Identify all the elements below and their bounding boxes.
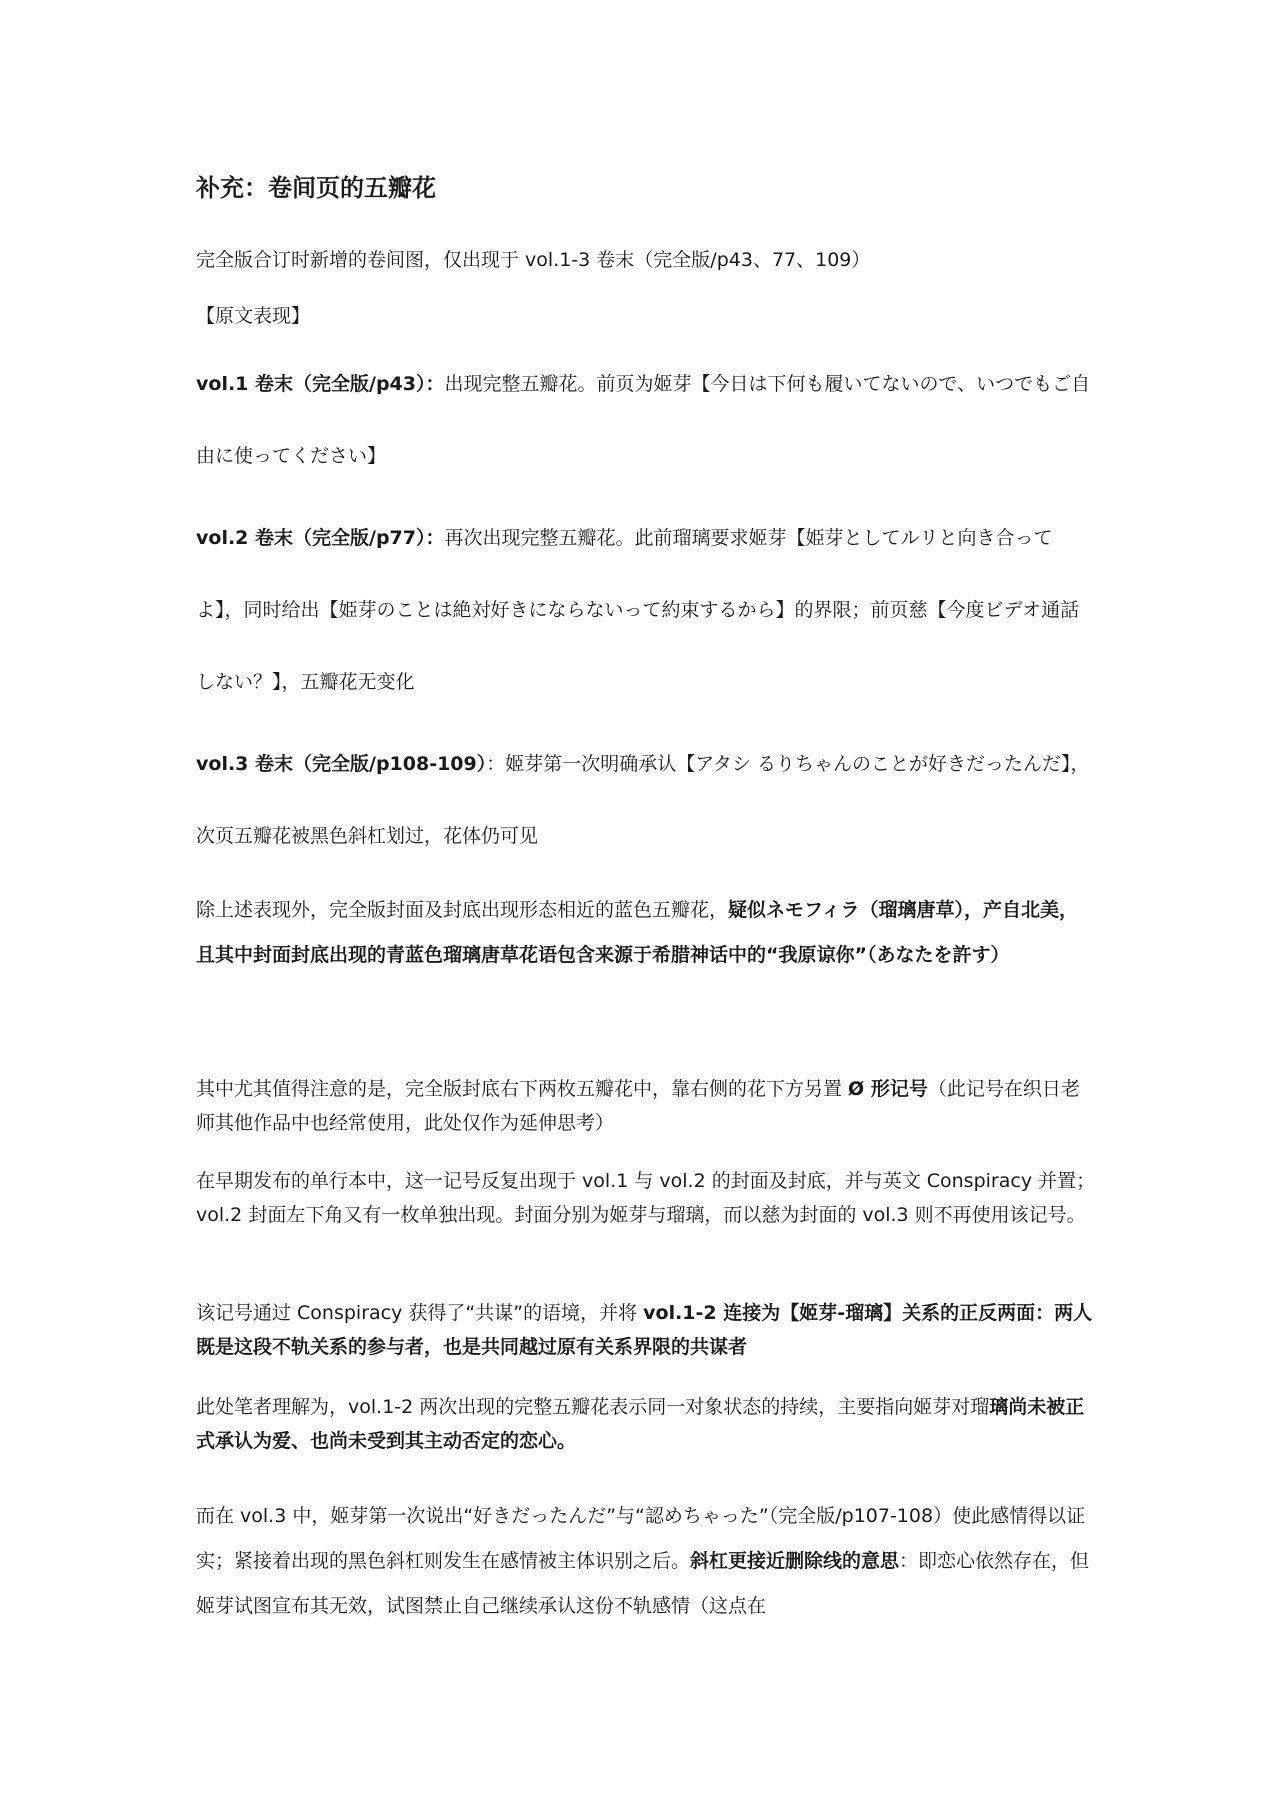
note5-paragraph <box>196 1494 1096 1629</box>
page-title: 补充：卷间页的五瓣花 <box>196 174 436 202</box>
note2-paragraph: 在早期发布的单行本中，这一记号反复出现于 vol.1 与 vol.2 的封面及封底，并与英文 Conspiracy 并置；vol.2 封面左下角又有一枚单独出现。封面分别为姬芽与瑠璃，而以慈为封面的 vol.3 则不再使用该记号。 <box>196 1170 1096 1226</box>
cover-plain: 除上述表现外，完全版封面及封底出现形态相近的蓝色五瓣花， <box>196 899 729 921</box>
vol2-body: 再次出现完整五瓣花。此前瑠璃要求姬芽【姫芽としてルリと向き合ってよ】，同时给出【姫芽のことは絶対好きにならないって約束するから】的界限；前页慈【今度ビデオ通話しない？】，五瓣花无变化 <box>196 527 1080 693</box>
vol1-heading: vol.1 卷末（完全版/p43）： <box>196 373 445 395</box>
note4-paragraph <box>196 1390 1096 1458</box>
intro-paragraph: 完全版合订时新增的卷间图，仅出现于 vol.1-3 卷末（完全版/p43、77、109） <box>196 249 871 271</box>
vol2-paragraph <box>196 502 1096 718</box>
vol1-body: 出现完整五瓣花。前页为姬芽【今日は下何も履いてないので、いつでもご自由に使ってください】 <box>196 373 1091 467</box>
note1-text-c: （此记号在织日老师其他作品中也经常使用，此处仅作为延伸思考） <box>196 1078 1080 1134</box>
note3-bold: vol.1-2 连接为【姬芽-瑠璃】关系的正反两面：两人既是这段不轨关系的参与者，也是共同越过原有关系界限的共谋者 <box>196 1302 1093 1358</box>
cover-bold: 疑似ネモフィラ（瑠璃唐草），产自北美，且其中封面封底出现的青蓝色瑠璃唐草花语包含来源于希腊神话中的“我原谅你”（あなたを許す） <box>196 899 1078 966</box>
note1-symbol: Ø 形记号 <box>848 1078 928 1100</box>
note5-text-c: ：即恋心依然存在，但姬芽试图宣布其无效，试图禁止自己继续承认这份不轨感情（这点在 <box>196 1550 1090 1617</box>
section-label: 【原文表现】 <box>196 305 311 327</box>
note4-text-a: 此处笔者理解为，vol.1-2 两次出现的完整五瓣花表示同一对象状态的持续，主要指向姬芽对瑠 <box>196 1396 990 1418</box>
vol3-heading: vol.3 卷末（完全版/p108-109） <box>196 753 487 775</box>
vol3-body: ：姬芽第一次明确承认【アタシ るりちゃんのことが好きだったんだ】，次页五瓣花被黑色斜杠划过，花体仍可见 <box>196 753 1090 847</box>
note1-paragraph <box>196 1072 1096 1140</box>
cover-paragraph <box>196 888 1096 978</box>
note3-paragraph <box>196 1296 1096 1364</box>
note5-text-a: 而在 vol.3 中，姬芽第一次说出“好きだったんだ”与“認めちゃった”（完全版/p107-108）使此感情得以证实；紧接着出现的黑色斜杠则发生在感情被主体识别之后。 <box>196 1505 1086 1572</box>
note5-bold: 斜杠更接近删除线的意思 <box>690 1550 900 1572</box>
vol2-heading: vol.2 卷末（完全版/p77）： <box>196 527 445 549</box>
note4-bold: 璃尚未被正式承认为爱、也尚未受到其主动否定的恋心。 <box>196 1396 1085 1452</box>
vol1-paragraph <box>196 348 1096 492</box>
note1-text-a: 其中尤其值得注意的是，完全版封底右下两枚五瓣花中，靠右侧的花下方另置 <box>196 1078 849 1100</box>
vol3-paragraph <box>196 728 1096 872</box>
note3-text-a: 该记号通过 Conspiracy 获得了“共谋”的语境，并将 <box>196 1302 644 1324</box>
